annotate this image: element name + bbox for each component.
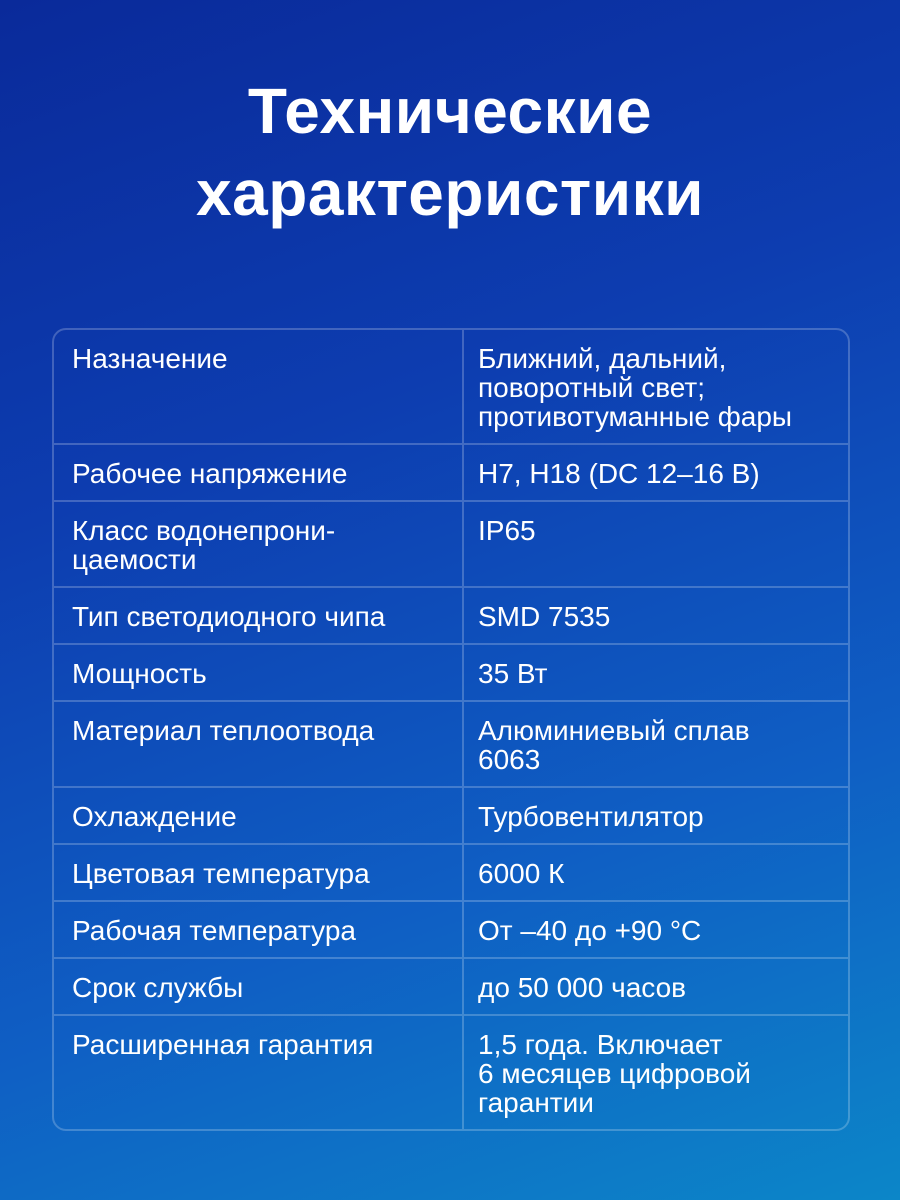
spec-row-waterproof-class [54, 500, 848, 586]
page-title-line-2: характеристики [196, 157, 704, 229]
page-title-line-1: Технические [247, 75, 653, 147]
spec-row-purpose [54, 330, 848, 443]
spec-value: IP65 [478, 515, 536, 546]
spec-label: Срок службы [54, 959, 464, 1014]
spec-label: Назначение [54, 330, 464, 443]
spec-row-extended-warranty [54, 1014, 848, 1129]
spec-label: Расширенная гарантия [54, 1016, 464, 1129]
spec-row-led-chip [54, 586, 848, 643]
spec-label: Класс водонепрони- цаемости [54, 502, 464, 586]
specs-table [52, 328, 850, 1131]
spec-label: Охлаждение [54, 788, 464, 843]
spec-value: H7, H18 (DC 12–16 В) [478, 458, 760, 489]
spec-row-cooling [54, 786, 848, 843]
spec-value: 1,5 года. Включает 6 месяцев цифровой гарантии [478, 1029, 751, 1118]
spec-label: Тип светодиодного чипа [54, 588, 464, 643]
spec-value: SMD 7535 [478, 601, 611, 632]
spec-value: 6000 К [478, 858, 565, 889]
spec-row-service-life [54, 957, 848, 1014]
spec-row-voltage [54, 443, 848, 500]
page-title [0, 70, 900, 234]
spec-value: 35 Вт [478, 658, 548, 689]
spec-label: Цветовая температура [54, 845, 464, 900]
spec-label: Мощность [54, 645, 464, 700]
spec-row-heatsink-material [54, 700, 848, 786]
spec-value: Алюминиевый сплав 6063 [478, 715, 750, 775]
spec-value: до 50 000 часов [478, 972, 687, 1003]
spec-row-power [54, 643, 848, 700]
spec-label: Рабочая температура [54, 902, 464, 957]
spec-row-operating-temperature [54, 900, 848, 957]
spec-row-color-temperature [54, 843, 848, 900]
spec-value: Турбовентилятор [478, 801, 704, 832]
spec-label: Материал теплоотвода [54, 702, 464, 786]
spec-label: Рабочее напряжение [54, 445, 464, 500]
spec-value: Ближний, дальний, поворотный свет; противотуманные фары [478, 343, 793, 432]
spec-value: От –40 до +90 °С [478, 915, 702, 946]
